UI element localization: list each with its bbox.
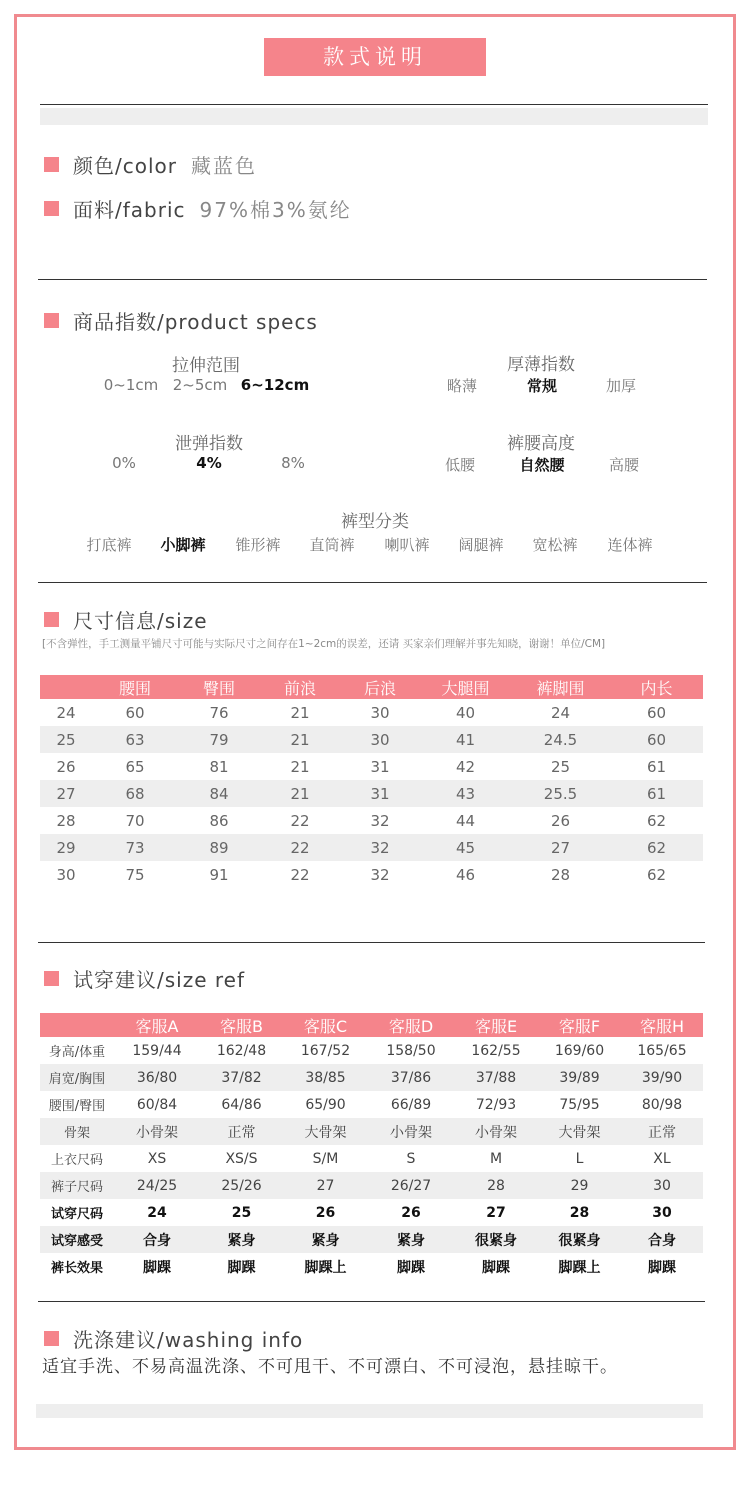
table-cell: 76 <box>209 703 229 722</box>
table-cell: 27 <box>486 1204 506 1221</box>
table-cell: XL <box>653 1150 671 1167</box>
bullet-square-icon <box>44 612 59 627</box>
table-cell: 44 <box>455 811 476 830</box>
table-cell: 37/86 <box>368 1064 454 1091</box>
table-cell: 31 <box>340 780 420 807</box>
page-title: 款式说明 <box>264 38 486 76</box>
fabric-attribute <box>44 194 352 223</box>
table-cell: 脚踝 <box>482 1259 510 1276</box>
table-cell: 36/80 <box>114 1064 200 1091</box>
table-cell: 86 <box>209 811 229 830</box>
table-cell: 24/25 <box>114 1172 200 1199</box>
divider <box>38 279 707 280</box>
table-row <box>40 1091 703 1118</box>
section-title-text: 试穿建议/size ref <box>73 968 246 992</box>
table-cell: 75 <box>125 865 145 884</box>
table-cell: 26/27 <box>368 1172 454 1199</box>
table-cell: 28 <box>569 1204 590 1221</box>
attribute-value: 藏蓝色 <box>191 154 257 178</box>
table-cell: 正常 <box>621 1118 703 1145</box>
table-cell: 60 <box>610 726 703 753</box>
table-cell: 63 <box>92 726 178 753</box>
column-header: 臀围 <box>178 675 260 699</box>
bullet-square-icon <box>44 971 59 986</box>
table-cell: 大骨架 <box>538 1118 621 1145</box>
divider <box>40 104 708 105</box>
table-cell: XS <box>147 1150 167 1167</box>
row-label: 骨架 <box>40 1118 114 1145</box>
table-cell: M <box>489 1150 503 1167</box>
table-cell: XS/S <box>225 1150 258 1167</box>
table-cell: 30 <box>370 703 390 722</box>
spec-option: 低腰 <box>444 456 476 474</box>
table-cell: 43 <box>420 780 511 807</box>
table-cell: 65/90 <box>305 1096 346 1113</box>
spec-option: 8% <box>281 454 305 472</box>
size-ref-table <box>40 1013 703 1280</box>
spec-option: 直筒裤 <box>309 536 355 554</box>
column-header: 大腿围 <box>420 675 511 699</box>
table-cell: 91 <box>209 865 229 884</box>
row-label: 试穿尺码 <box>50 1207 103 1222</box>
section-title-size <box>44 605 208 634</box>
table-cell: 25 <box>550 757 571 776</box>
table-row <box>40 1037 703 1064</box>
table-cell: 62 <box>646 811 667 830</box>
table-cell: 30 <box>652 1204 672 1221</box>
table-cell: 脚踝 <box>397 1259 425 1276</box>
table-cell: 21 <box>290 703 310 722</box>
table-cell: 32 <box>370 865 390 884</box>
table-row <box>40 861 703 888</box>
table-cell: 脚踝 <box>227 1259 256 1276</box>
table-cell: 60 <box>125 703 145 722</box>
section-title-washing <box>44 1324 303 1353</box>
divider <box>38 1301 705 1302</box>
spec-option: 阔腿裤 <box>458 536 504 554</box>
spec-option: 喇叭裤 <box>384 536 430 554</box>
table-header-row <box>40 1013 703 1037</box>
spec-option: 连体裤 <box>607 536 653 554</box>
spec-option-selected: 4% <box>196 454 222 472</box>
spec-option: 锥形裤 <box>235 536 281 554</box>
table-cell: 169/60 <box>554 1042 605 1059</box>
column-header: 客服A <box>114 1013 200 1037</box>
table-row <box>40 1226 703 1253</box>
bullet-square-icon <box>44 1331 59 1346</box>
table-cell: 39/89 <box>538 1064 621 1091</box>
size-table <box>40 675 703 888</box>
table-cell: 25 <box>231 1204 252 1221</box>
table-cell: 很紧身 <box>538 1226 621 1253</box>
table-cell: 158/50 <box>386 1042 436 1059</box>
table-cell: 32 <box>340 834 420 861</box>
spec-option: 0~1cm <box>103 376 159 394</box>
table-cell: 30 <box>621 1172 703 1199</box>
table-cell: 62 <box>610 834 703 861</box>
spec-option-selected: 自然腰 <box>519 456 565 474</box>
table-cell: 31 <box>370 757 390 776</box>
gray-band <box>40 108 708 125</box>
row-label: 26 <box>56 757 76 776</box>
attribute-label: 颜色/color <box>73 154 177 178</box>
table-cell: 26 <box>550 811 571 830</box>
bullet-square-icon <box>44 201 59 216</box>
table-cell: 27 <box>511 834 610 861</box>
table-cell: 75/95 <box>559 1096 600 1113</box>
table-row <box>40 780 703 807</box>
table-cell: 脚踝上 <box>558 1259 601 1276</box>
table-cell: 大骨架 <box>283 1118 368 1145</box>
spec-option: 加厚 <box>605 377 637 395</box>
divider <box>38 942 705 943</box>
spec-option: 打底裤 <box>86 536 132 554</box>
spec-option: 2~5cm <box>172 376 228 394</box>
table-cell: 41 <box>420 726 511 753</box>
table-cell: 81 <box>209 757 229 776</box>
row-label: 裤长效果 <box>50 1261 103 1276</box>
spec-title-stretch: 拉伸范围 <box>172 356 240 376</box>
column-header: 客服C <box>283 1013 368 1037</box>
table-cell: 159/44 <box>132 1042 182 1059</box>
column-header: 后浪 <box>340 675 420 699</box>
section-title-text: 商品指数/product specs <box>73 310 318 334</box>
table-cell: 162/48 <box>216 1042 267 1059</box>
column-header: 内长 <box>610 675 703 699</box>
table-cell: 27 <box>283 1172 368 1199</box>
table-row <box>40 1145 703 1172</box>
table-cell: 162/55 <box>471 1042 521 1059</box>
row-label: 25 <box>40 726 92 753</box>
section-title-text: 尺寸信息/size <box>73 609 208 633</box>
table-cell: 小骨架 <box>454 1118 538 1145</box>
table-cell: 合身 <box>114 1226 200 1253</box>
table-cell: S/M <box>312 1150 339 1167</box>
table-row <box>40 1253 703 1280</box>
spec-option: 宽松裤 <box>532 536 578 554</box>
table-cell: 72/93 <box>475 1096 517 1113</box>
table-cell: 29 <box>538 1172 621 1199</box>
table-cell: 22 <box>260 834 340 861</box>
attribute-value: 97%棉3%氨纶 <box>199 198 352 222</box>
spec-title-elasticity: 泄弹指数 <box>175 434 243 454</box>
column-header: 客服E <box>454 1013 538 1037</box>
row-label: 试穿感受 <box>40 1226 114 1253</box>
table-cell: 68 <box>92 780 178 807</box>
table-cell: 32 <box>370 811 390 830</box>
section-title-specs <box>44 306 318 335</box>
column-header: 前浪 <box>260 675 340 699</box>
table-row <box>40 807 703 834</box>
spec-option-selected: 6~12cm <box>240 376 310 394</box>
table-cell: L <box>575 1150 584 1167</box>
table-cell: 37/88 <box>454 1064 538 1091</box>
spec-option: 略薄 <box>446 377 478 395</box>
table-cell: 61 <box>610 780 703 807</box>
table-cell: 80/98 <box>641 1096 683 1113</box>
table-cell: 65 <box>125 757 145 776</box>
table-cell: 小骨架 <box>114 1118 200 1145</box>
row-label: 28 <box>56 811 76 830</box>
row-label: 上衣尺码 <box>50 1153 103 1168</box>
table-cell: 24.5 <box>511 726 610 753</box>
table-cell: 21 <box>290 757 310 776</box>
table-cell: 合身 <box>621 1226 703 1253</box>
table-cell: 脚踝 <box>648 1259 676 1276</box>
table-cell: 73 <box>92 834 178 861</box>
row-label: 裤子尺码 <box>40 1172 114 1199</box>
table-cell: 46 <box>455 865 476 884</box>
table-cell: 62 <box>646 865 667 884</box>
washing-text: 适宜手洗、不易高温洗涤、不可甩干、不可漂白、不可浸泡，悬挂晾干。 <box>42 1357 618 1377</box>
table-cell: 很紧身 <box>454 1226 538 1253</box>
spec-title-thickness: 厚薄指数 <box>507 355 575 375</box>
row-label: 肩宽/胸围 <box>40 1064 114 1091</box>
column-header <box>40 1013 114 1037</box>
table-row <box>40 1064 703 1091</box>
table-cell: 40 <box>455 703 476 722</box>
table-cell: 22 <box>290 865 310 884</box>
table-cell: 66/89 <box>390 1096 432 1113</box>
table-cell: 24 <box>550 703 571 722</box>
table-cell: 28 <box>454 1172 538 1199</box>
row-label: 腰围/臀围 <box>48 1099 106 1114</box>
table-cell: 61 <box>646 757 667 776</box>
table-row <box>40 699 703 726</box>
table-cell: 25.5 <box>511 780 610 807</box>
table-cell: 脚踝 <box>143 1259 171 1276</box>
row-label: 29 <box>40 834 92 861</box>
table-cell: 26 <box>401 1204 421 1221</box>
column-header <box>40 675 92 699</box>
column-header: 腰围 <box>92 675 178 699</box>
attribute-label: 面料/fabric <box>73 198 186 222</box>
table-row <box>40 1199 703 1226</box>
table-cell: 小骨架 <box>368 1118 454 1145</box>
column-header: 客服H <box>621 1013 703 1037</box>
table-cell: 21 <box>260 780 340 807</box>
gray-band <box>36 1404 703 1418</box>
spec-option: 高腰 <box>608 456 640 474</box>
table-cell: 60 <box>646 703 667 722</box>
table-cell: 60/84 <box>136 1096 178 1113</box>
table-cell: 30 <box>340 726 420 753</box>
column-header: 客服D <box>368 1013 454 1037</box>
row-label: 24 <box>56 703 76 722</box>
table-cell: 84 <box>178 780 260 807</box>
table-cell: 21 <box>260 726 340 753</box>
section-title-text: 洗涤建议/washing info <box>73 1328 304 1352</box>
table-cell: 165/65 <box>637 1042 687 1059</box>
table-cell: 79 <box>178 726 260 753</box>
spec-option-selected: 小脚裤 <box>160 536 206 554</box>
row-label: 身高/体重 <box>48 1045 106 1060</box>
spec-option: 0% <box>112 454 136 472</box>
table-cell: 38/85 <box>283 1064 368 1091</box>
table-cell: 25/26 <box>200 1172 283 1199</box>
table-header-row <box>40 675 703 699</box>
bullet-square-icon <box>44 313 59 328</box>
table-cell: 45 <box>420 834 511 861</box>
column-header: 裤脚围 <box>511 675 610 699</box>
table-cell: 正常 <box>200 1118 283 1145</box>
table-cell: 脚踝上 <box>304 1259 347 1276</box>
table-cell: 42 <box>455 757 476 776</box>
table-cell: 22 <box>290 811 310 830</box>
row-label: 27 <box>40 780 92 807</box>
table-cell: 紧身 <box>200 1226 283 1253</box>
table-body <box>40 699 703 888</box>
table-cell: 24 <box>147 1204 167 1221</box>
column-header: 客服F <box>538 1013 621 1037</box>
size-note: [不含弹性，手工测量平铺尺寸可能与实际尺寸之间存在1~2cm的误差，还请 买家亲们理解并事先知晓，谢谢！单位/CM] <box>42 638 606 650</box>
table-row <box>40 1172 703 1199</box>
table-cell: S <box>406 1150 416 1167</box>
table-cell: 28 <box>550 865 571 884</box>
table-cell: 26 <box>315 1204 336 1221</box>
table-body <box>40 1037 703 1280</box>
table-row <box>40 753 703 780</box>
spec-option-selected: 常规 <box>526 377 558 395</box>
color-attribute <box>44 150 257 179</box>
column-header: 客服B <box>200 1013 283 1037</box>
table-cell: 70 <box>125 811 145 830</box>
table-cell: 39/90 <box>621 1064 703 1091</box>
table-cell: 89 <box>178 834 260 861</box>
table-row <box>40 834 703 861</box>
table-cell: 紧身 <box>368 1226 454 1253</box>
table-cell: 紧身 <box>283 1226 368 1253</box>
spec-title-waist-height: 裤腰高度 <box>507 434 575 454</box>
table-row <box>40 726 703 753</box>
bullet-square-icon <box>44 157 59 172</box>
table-cell: 37/82 <box>200 1064 283 1091</box>
table-cell: 167/52 <box>300 1042 351 1059</box>
table-row <box>40 1118 703 1145</box>
table-cell: 64/86 <box>221 1096 262 1113</box>
spec-title-fit-type: 裤型分类 <box>341 512 409 532</box>
section-title-size-ref <box>44 964 245 993</box>
divider <box>38 582 707 583</box>
row-label: 30 <box>56 865 76 884</box>
